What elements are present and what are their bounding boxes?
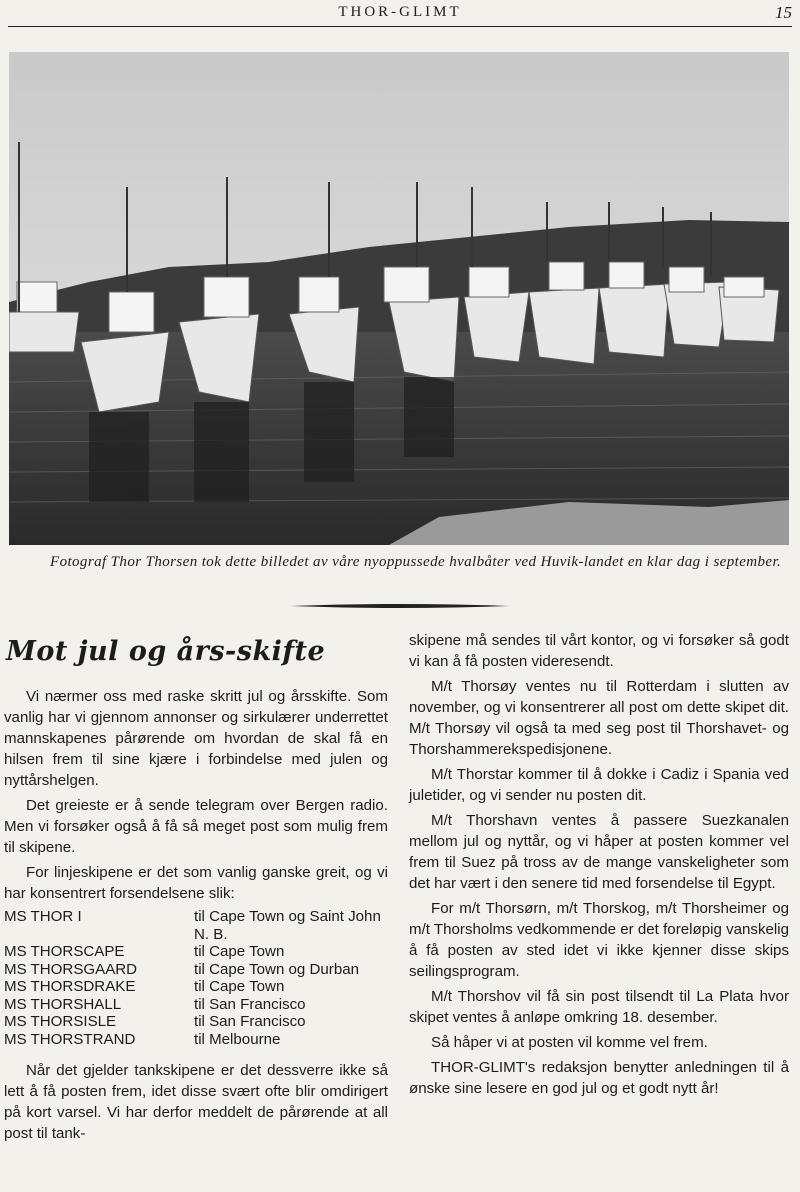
article-heading: Mot jul og års-skifte — [6, 636, 326, 667]
paragraph: skipene må sendes til vårt kontor, og vi forsøker så godt vi kan å få posten videresendt. — [409, 632, 789, 670]
paragraph: Når det gjelder tankskipene er det dessverre ikke så lett å få posten frem, idet disse svært ofte blir omdirigert på kort varsel. Vi har derfor meddelt de pårørende at all post til tank- — [4, 1062, 388, 1142]
ship-destination: til San Francisco — [194, 995, 306, 1013]
page-number: 15 — [775, 3, 792, 22]
ship-destination: til Melbourne — [194, 1030, 281, 1048]
ship-name: MS THORSHALL — [4, 995, 122, 1013]
ship-row — [4, 943, 388, 961]
ship-name: MS THORSGAARD — [4, 960, 138, 978]
paragraph: THOR-GLIMT's redaksjon benytter anledningen til å ønske sine lesere en god jul og et godt nytt år! — [409, 1059, 789, 1097]
ship-destination: til Cape Town og Saint John N. B. — [194, 908, 381, 943]
paragraph: M/t Thorshavn ventes å passere Suezkanalen mellom jul og nyttår, og vi håper at posten kommer vel frem til Suez på tross av de mange vanskeligheter som det har vært i den senere tid med forsendelse til Egypt. — [409, 812, 789, 892]
paragraph: M/t Thorshov vil få sin post tilsendt til La Plata hvor skipet ventes å anløpe omkring 18. desember. — [409, 988, 789, 1026]
paragraph: Så håper vi at posten vil komme vel frem. — [431, 1034, 708, 1051]
ship-name: MS THORSDRAKE — [4, 978, 136, 995]
ornament-divider — [290, 602, 510, 610]
ship-name: MS THORSISLE — [4, 1013, 117, 1030]
ship-destination: til San Francisco — [194, 1013, 306, 1030]
ship-row — [4, 961, 388, 979]
ship-destination: til Cape Town — [194, 943, 285, 960]
ship-row — [4, 1031, 388, 1049]
paragraph: For linjeskipene er det som vanlig ganske greit, og vi har konsentrert forsendelsene slik: — [4, 864, 388, 902]
paragraph: M/t Thorstar kommer til å dokke i Cadiz i Spania ved juletider, og vi sender nu posten dit. — [409, 766, 789, 804]
ship-list — [4, 908, 388, 1048]
article-column-left — [4, 686, 388, 1148]
ship-row — [4, 996, 388, 1014]
paragraph: Det greieste er å sende telegram over Bergen radio. Men vi forsøker også å få så meget post som mulig frem til skipene. — [4, 797, 388, 856]
article-column-right — [409, 630, 789, 1103]
ship-row — [4, 908, 388, 943]
ship-row — [4, 1013, 388, 1031]
paragraph: M/t Thorsøy ventes nu til Rotterdam i slutten av november, og vi konsentrerer all post om dette skipet dit. M/t Thorsøy vil også ta med seg post til Thorshavet- og Thorshammerekspedisjonene. — [409, 678, 789, 758]
ship-name: MS THORSCAPE — [4, 943, 125, 960]
whaling-boats-photo — [9, 52, 789, 545]
paragraph: Vi nærmer oss med raske skritt jul og årsskifte. Som vanlig har vi gjennom annonser og sirkulærer underrettet mannskapenes pårørende om hvordan de skal få en hilsen frem til sine kjære i forbindelse med julen og nyttårshelgen. — [4, 688, 388, 789]
photo-caption: Fotograf Thor Thorsen tok dette billedet av våre nyoppussede hvalbåter ved Huvik-landet en klar dag i september. — [50, 554, 782, 570]
header-rule — [8, 26, 792, 27]
magazine-title: THOR-GLIMT — [338, 4, 462, 20]
ship-name: MS THOR I — [4, 908, 82, 925]
ship-destination: til Cape Town — [194, 978, 285, 995]
ship-destination: til Cape Town og Durban — [194, 960, 360, 978]
paragraph: For m/t Thorsørn, m/t Thorskog, m/t Thorsheimer og m/t Thorsholms vedkommende er det foreløpig vanskelig å få posten av sted idet vi ikke kjenner disse skips seilingsprogram. — [409, 900, 789, 980]
ship-row — [4, 978, 388, 996]
ship-name: MS THORSTRAND — [4, 1030, 136, 1048]
